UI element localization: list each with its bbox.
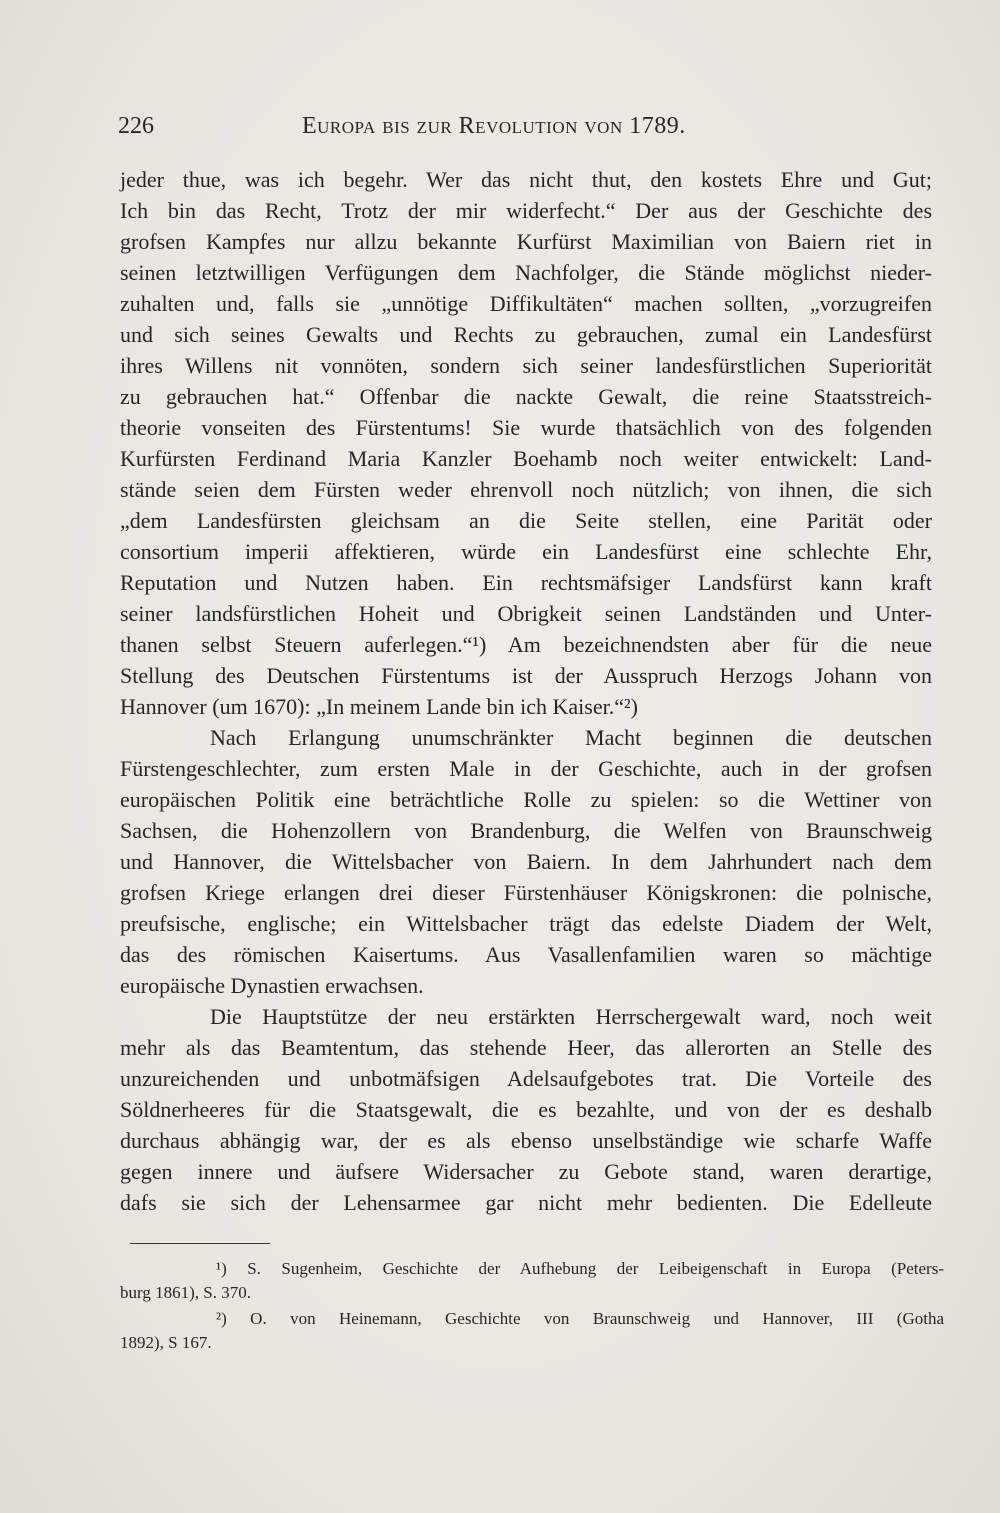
text-line: grofsen Kampfes nur allzu bekannte Kurfürst Maximilian von Baiern riet in	[120, 229, 932, 254]
footnote-line: burg 1861), S. 370.	[120, 1283, 251, 1302]
text-line: Hannover (um 1670): „In meinem Lande bin ich Kaiser.“²)	[120, 694, 638, 719]
running-title: Europa bis zur Revolution von 1789.	[302, 113, 686, 139]
text-line: theorie vonseiten des Fürstentums! Sie wurde thatsächlich von des folgenden	[120, 415, 932, 440]
text-line: europäischen Politik eine beträchtliche Rolle zu spielen: so die Wettiner von	[120, 787, 932, 812]
text-line: Söldnerheeres für die Staatsgewalt, die es bezahlte, und von der es deshalb	[120, 1097, 932, 1122]
text-line: Ich bin das Recht, Trotz der mir widerfecht.“ Der aus der Geschichte des	[120, 198, 932, 223]
text-line: das des römischen Kaisertums. Aus Vasallenfamilien waren so mächtige	[120, 942, 932, 967]
paragraph-start-line: Die Hauptstütze der neu erstärkten Herrschergewalt ward, noch weit	[210, 1004, 932, 1029]
text-line: jeder thue, was ich begehr. Wer das nicht thut, den kostets Ehre und Gut;	[120, 167, 932, 192]
text-line: und sich seines Gewalts und Rechts zu gebrauchen, zumal ein Landesfürst	[120, 322, 932, 347]
text-line: unzureichenden und unbotmäfsigen Adelsaufgebotes trat. Die Vorteile des	[120, 1066, 932, 1091]
text-line: seiner landsfürstlichen Hoheit und Obrigkeit seinen Landständen und Unter-	[120, 601, 932, 626]
footnote-line: ²) O. von Heinemann, Geschichte von Braunschweig und Hannover, III (Gotha	[216, 1309, 944, 1328]
text-line: grofsen Kriege erlangen drei dieser Fürstenhäuser Königskronen: die polnische,	[120, 880, 932, 905]
text-line: stände seien dem Fürsten weder ehrenvoll noch nützlich; von ihnen, die sich	[120, 477, 932, 502]
text-line: und Hannover, die Wittelsbacher von Baiern. In dem Jahrhundert nach dem	[120, 849, 932, 874]
text-line: europäische Dynastien erwachsen.	[120, 973, 424, 998]
text-line: Kurfürsten Ferdinand Maria Kanzler Boehamb noch weiter entwickelt: Land-	[120, 446, 932, 471]
page-number: 226	[118, 113, 154, 139]
footnote-line: ¹) S. Sugenheim, Geschichte der Aufhebung der Leibeigenschaft in Europa (Peters-	[216, 1259, 944, 1278]
text-line: gegen innere und äufsere Widersacher zu Gebote stand, waren derartige,	[120, 1159, 932, 1184]
page-header	[118, 108, 940, 144]
text-line: Fürstengeschlechter, zum ersten Male in der Geschichte, auch in der grofsen	[120, 756, 932, 781]
text-line: consortium imperii affektieren, würde ein Landesfürst eine schlechte Ehr,	[120, 539, 932, 564]
paragraph-start-line: Nach Erlangung unumschränkter Macht beginnen die deutschen	[210, 725, 932, 750]
text-line: ihres Willens nit vonnöten, sondern sich seiner landesfürstlichen Superiorität	[120, 353, 932, 378]
footnote-line: 1892), S 167.	[120, 1333, 212, 1352]
text-line: preufsische, englische; ein Wittelsbacher trägt das edelste Diadem der Welt,	[120, 911, 932, 936]
text-line: Sachsen, die Hohenzollern von Brandenburg, die Welfen von Braunschweig	[120, 818, 932, 843]
text-line: seinen letztwilligen Verfügungen dem Nachfolger, die Stände möglichst nieder-	[120, 260, 932, 285]
text-line: thanen selbst Steuern auferlegen.“¹) Am bezeichnendsten aber für die neue	[120, 632, 932, 657]
text-line: dafs sie sich der Lehensarmee gar nicht mehr bedienten. Die Edelleute	[120, 1190, 932, 1215]
text-line: Stellung des Deutschen Fürstentums ist der Ausspruch Herzogs Johann von	[120, 663, 932, 688]
text-line: zu gebrauchen hat.“ Offenbar die nackte Gewalt, die reine Staatsstreich-	[120, 384, 932, 409]
text-line: zuhalten und, falls sie „unnötige Diffikultäten“ machen sollten, „vorzugreifen	[120, 291, 932, 316]
text-line: durchaus abhängig war, der es als ebenso unselbständige wie scharfe Waffe	[120, 1128, 932, 1153]
text-line: „dem Landesfürsten gleichsam an die Seite stellen, eine Parität oder	[120, 508, 932, 533]
footnote-divider	[130, 1243, 270, 1244]
text-line: Reputation und Nutzen haben. Ein rechtsmäfsiger Landsfürst kann kraft	[120, 570, 932, 595]
text-line: mehr als das Beamtentum, das stehende Heer, das allerorten an Stelle des	[120, 1035, 932, 1060]
